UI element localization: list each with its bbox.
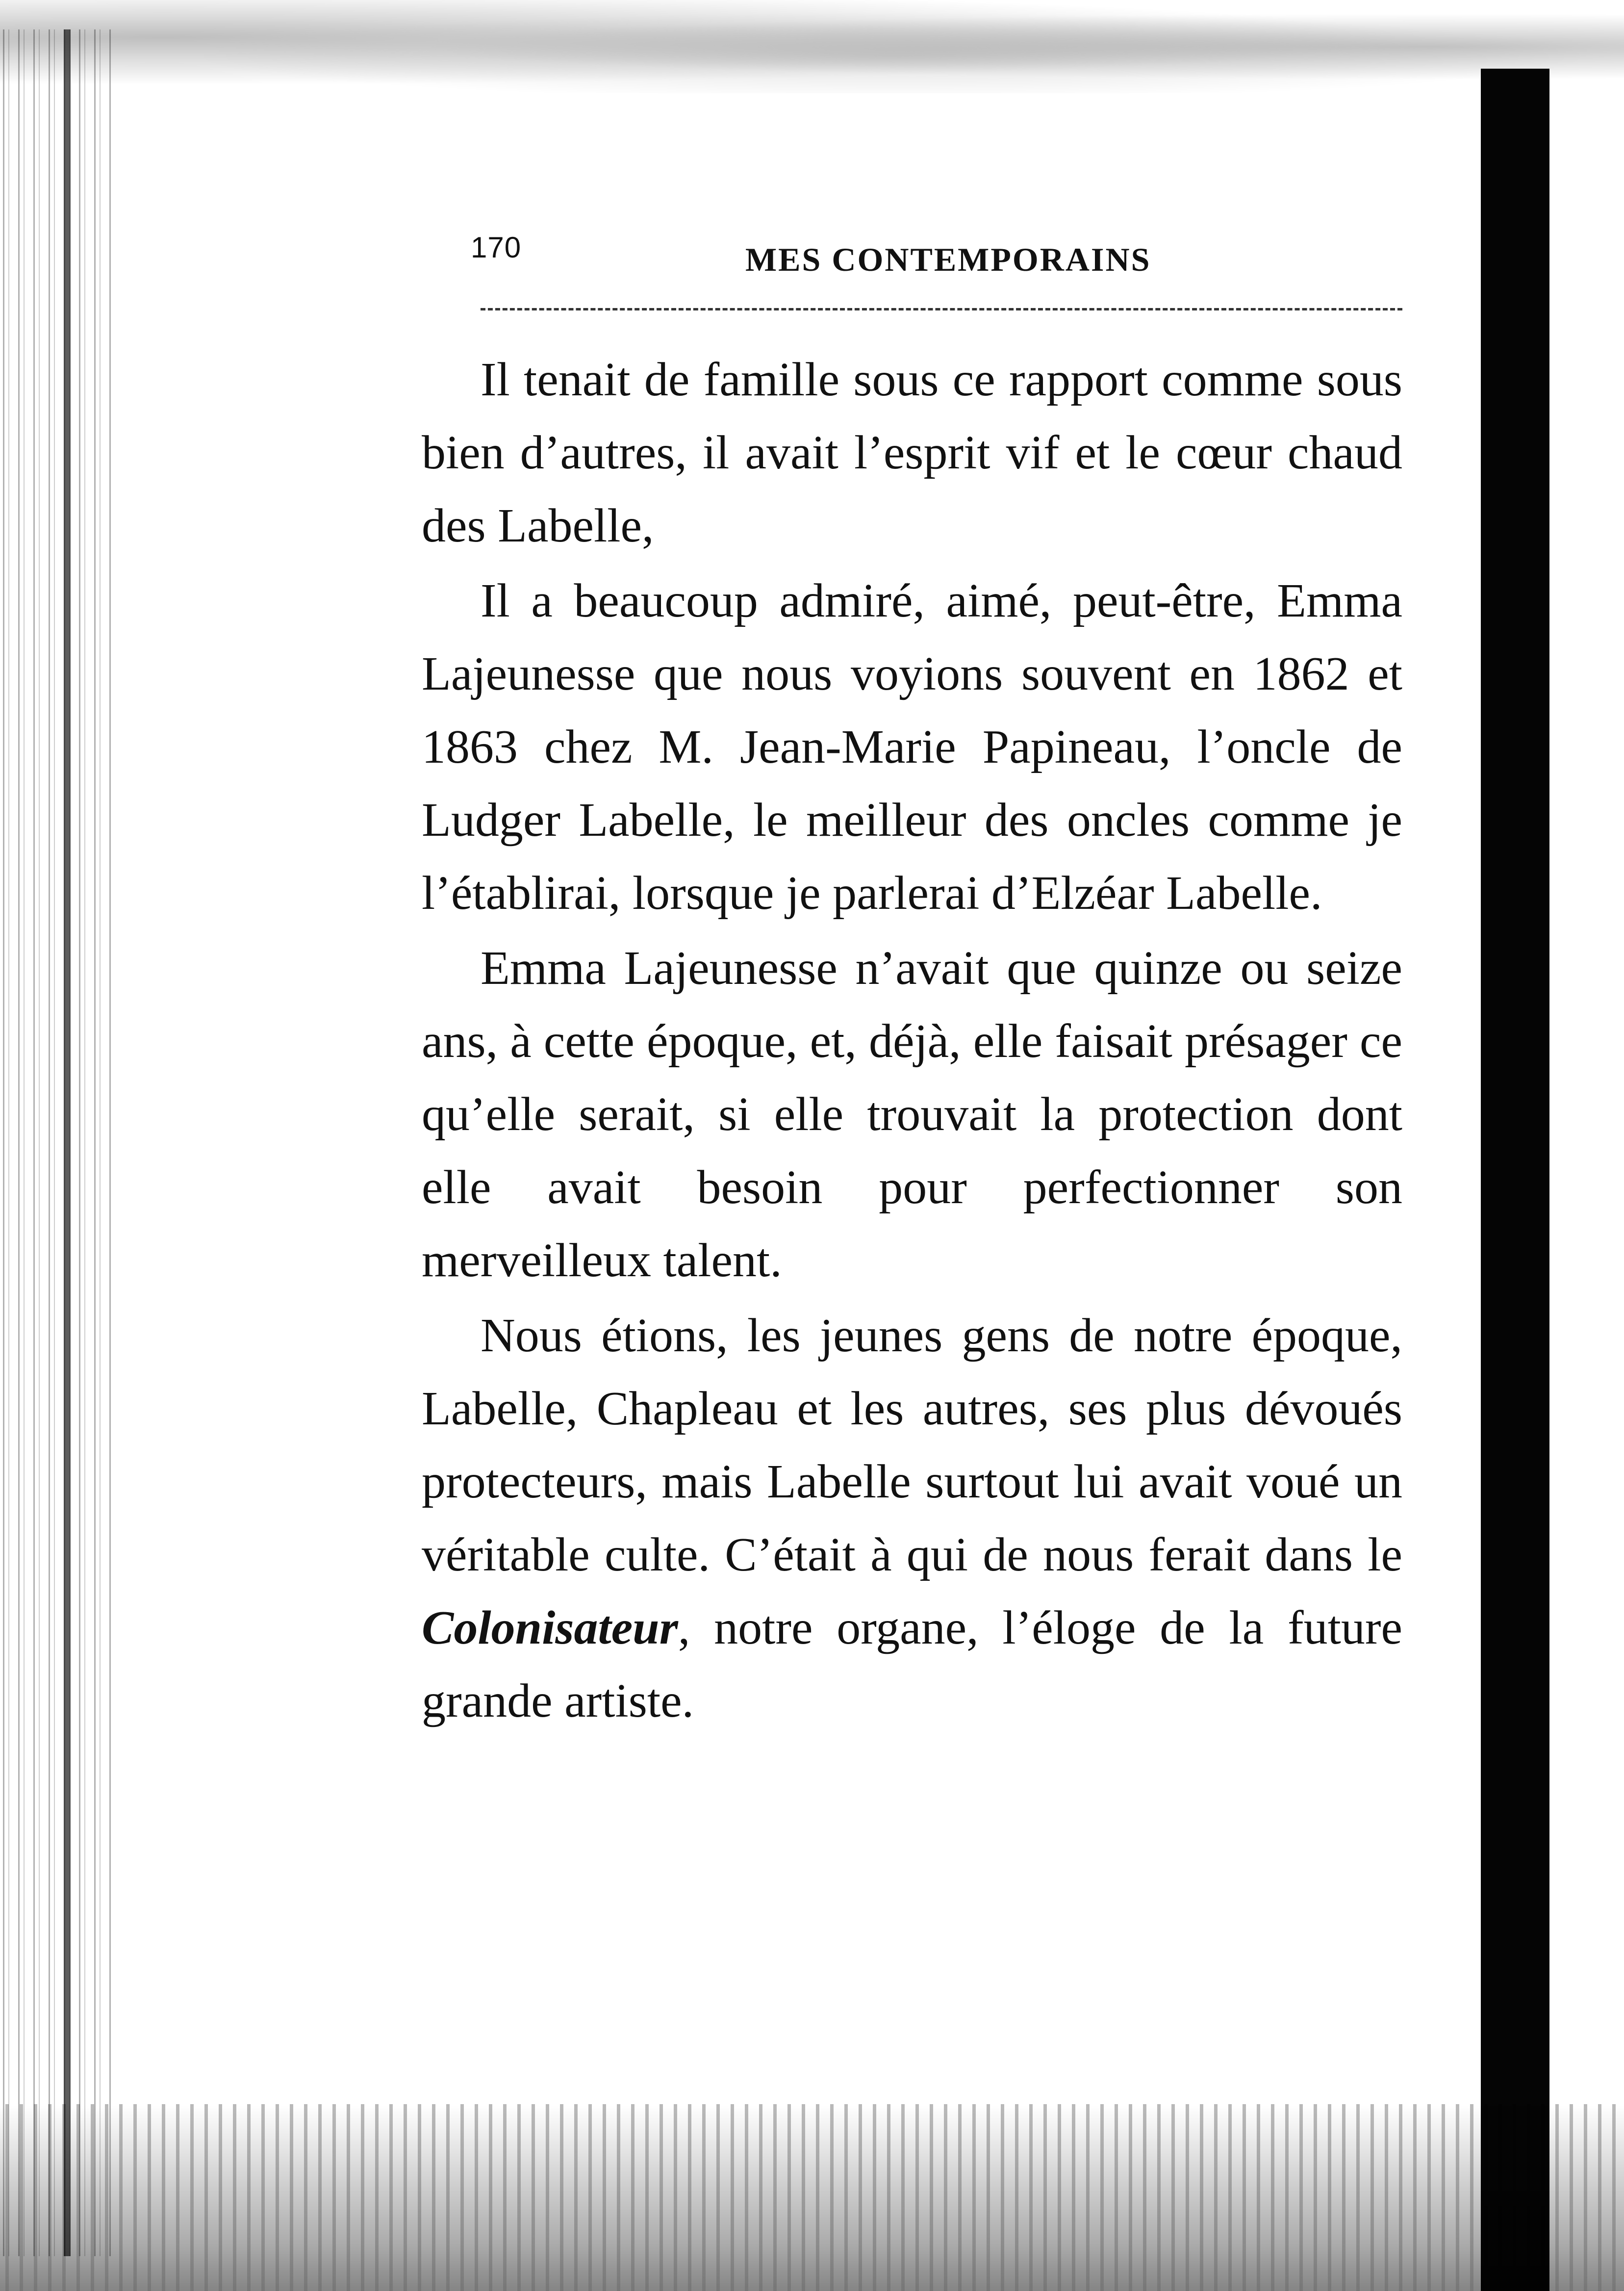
header-rule	[481, 308, 1402, 310]
paragraph-2: Il a beaucoup admiré, aimé, peut-être, Emma Lajeunesse que nous voyions souvent en 1862 et 1863 chez M. Jean-Marie Papineau, l’oncle de Ludger Labelle, le meilleur des oncles comme je l’établirai, lorsque je parlerai d’Elzéar Labelle.	[422, 574, 1402, 920]
running-head	[471, 216, 1402, 289]
paragraph-3: Emma Lajeunesse n’avait que quinze ou seize ans, à cette époque, et, déjà, elle faisait présager ce qu’elle serait, si elle trouvait la protection dont elle avait besoin pour perfectionner son merveilleux talent.	[422, 942, 1402, 1287]
body-text	[422, 343, 1402, 1738]
page-number: 170	[471, 231, 522, 264]
scan-noise-bottom	[0, 2104, 1624, 2291]
page-edge-shadow	[1481, 69, 1549, 2291]
running-title: MES CONTEMPORAINS	[745, 241, 1151, 278]
binding-gutter-line	[64, 29, 71, 2256]
scan-noise-top	[0, 0, 1624, 93]
paragraph-4	[422, 1299, 1402, 1738]
newspaper-title: Colonisateur	[422, 1601, 678, 1654]
paragraph-4-part-2: , notre organe, l’éloge de la future grande artiste.	[422, 1601, 1402, 1727]
paragraph-1: Il tenait de famille sous ce rapport comme sous bien d’autres, il avait l’esprit vif et le cœur chaud des Labelle,	[422, 353, 1402, 552]
binding-gutter	[0, 29, 113, 2256]
paragraph-4-part-1: Nous étions, les jeunes gens de notre époque, Labelle, Chapleau et les autres, ses plus dévoués protecteurs, mais Labelle surtout lui avait voué un véritable culte. C’était à qui de nous ferait dans le	[422, 1309, 1402, 1581]
